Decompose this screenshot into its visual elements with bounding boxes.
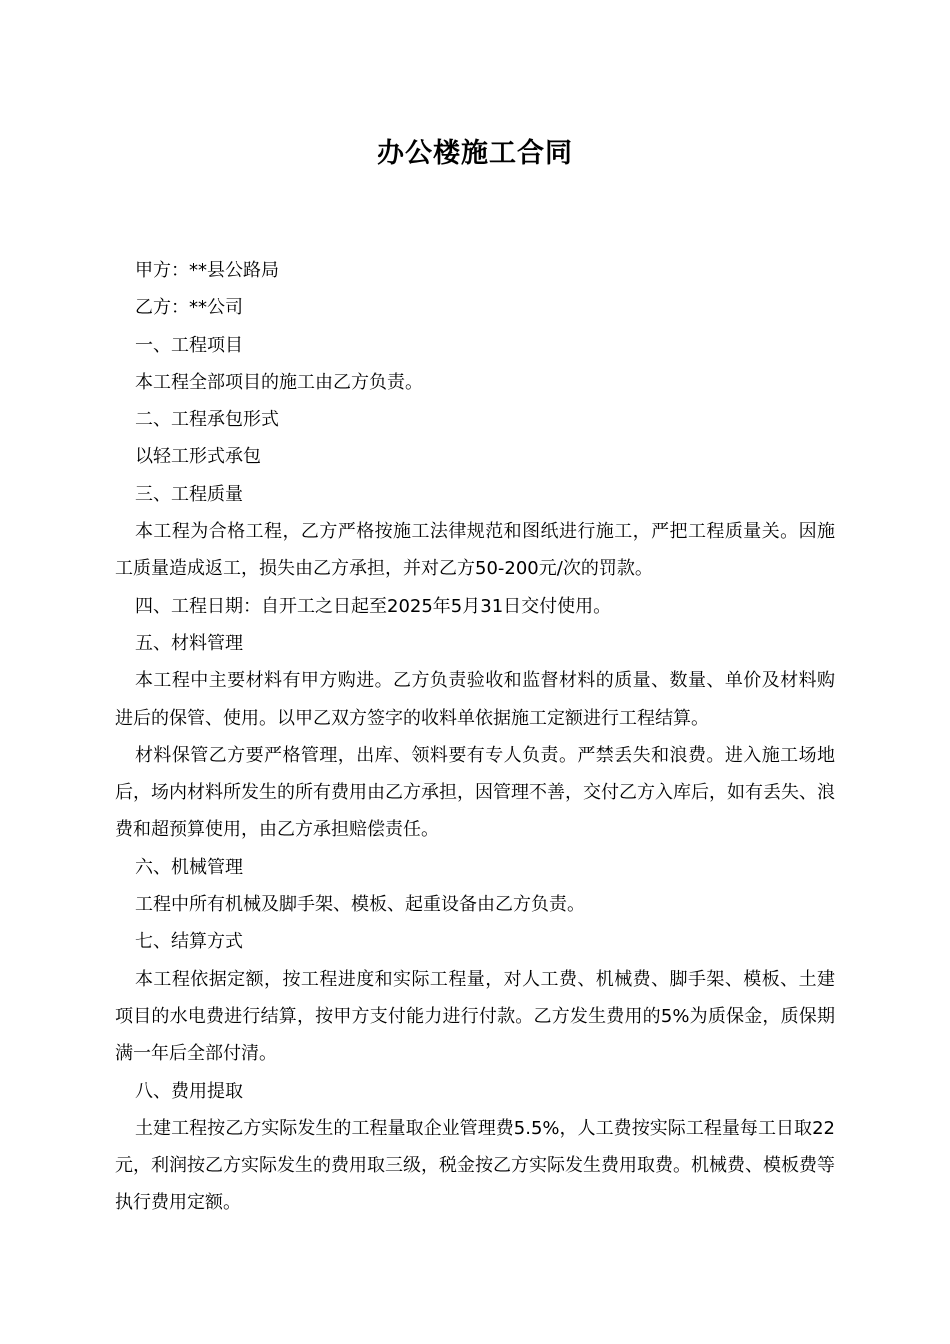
section-heading-date: 四、工程日期：自开工之日起至2025年5月31日交付使用。 <box>135 595 612 617</box>
section-heading-contract-form: 二、工程承包形式 <box>135 409 279 431</box>
party-a: 甲方：**县公路局 <box>135 260 279 281</box>
machinery-paragraph: 工程中所有机械及脚手架、模板、起重设备由乙方负责。 <box>135 894 585 916</box>
section-heading-quality: 三、工程质量 <box>135 483 243 505</box>
section-heading-settlement: 七、结算方式 <box>135 931 243 953</box>
materials-paragraph-1: 本工程中主要材料有甲方购进。乙方负责验收和监督材料的质量、数量、单价及材料购进后的保管、使用。以甲乙双方签字的收料单依据施工定额进行工程结算。 <box>115 670 835 729</box>
settlement-paragraph: 本工程依据定额，按工程进度和实际工程量，对人工费、机械费、脚手架、模板、土建项目的水电费进行结算，按甲方支付能力进行付款。乙方发生费用的5%为质保金，质保期满一年后全部付清。 <box>115 968 835 1065</box>
quality-paragraph: 本工程为合格工程，乙方严格按施工法律规范和图纸进行施工，严把工程质量关。因施工质量造成返工，损失由乙方承担，并对乙方50-200元/次的罚款。 <box>115 521 835 580</box>
section-heading-materials: 五、材料管理 <box>135 632 243 654</box>
section-heading-project: 一、工程项目 <box>135 334 243 356</box>
section-heading-machinery: 六、机械管理 <box>135 856 243 878</box>
fees-paragraph: 土建工程按乙方实际发生的工程量取企业管理费5.5%，人工费按实际工程量每工日取22元，利润按乙方实际发生的费用取三级，税金按乙方实际发生费用取费。机械费、模板费等执行费用定额。 <box>115 1117 835 1214</box>
materials-paragraph-2: 材料保管乙方要严格管理，出库、领料要有专人负责。严禁丢失和浪费。进入施工场地后，场内材料所发生的所有费用由乙方承担，因管理不善，交付乙方入库后，如有丢失、浪费和超预算使用，由乙方承担赔偿责任。 <box>115 744 835 841</box>
section-heading-fees: 八、费用提取 <box>135 1080 243 1102</box>
document-title: 办公楼施工合同 <box>377 138 573 169</box>
contract-form-paragraph: 以轻工形式承包 <box>135 446 261 468</box>
document-body <box>115 252 835 1222</box>
party-b: 乙方：**公司 <box>135 297 243 319</box>
project-paragraph: 本工程全部项目的施工由乙方负责。 <box>135 371 423 393</box>
